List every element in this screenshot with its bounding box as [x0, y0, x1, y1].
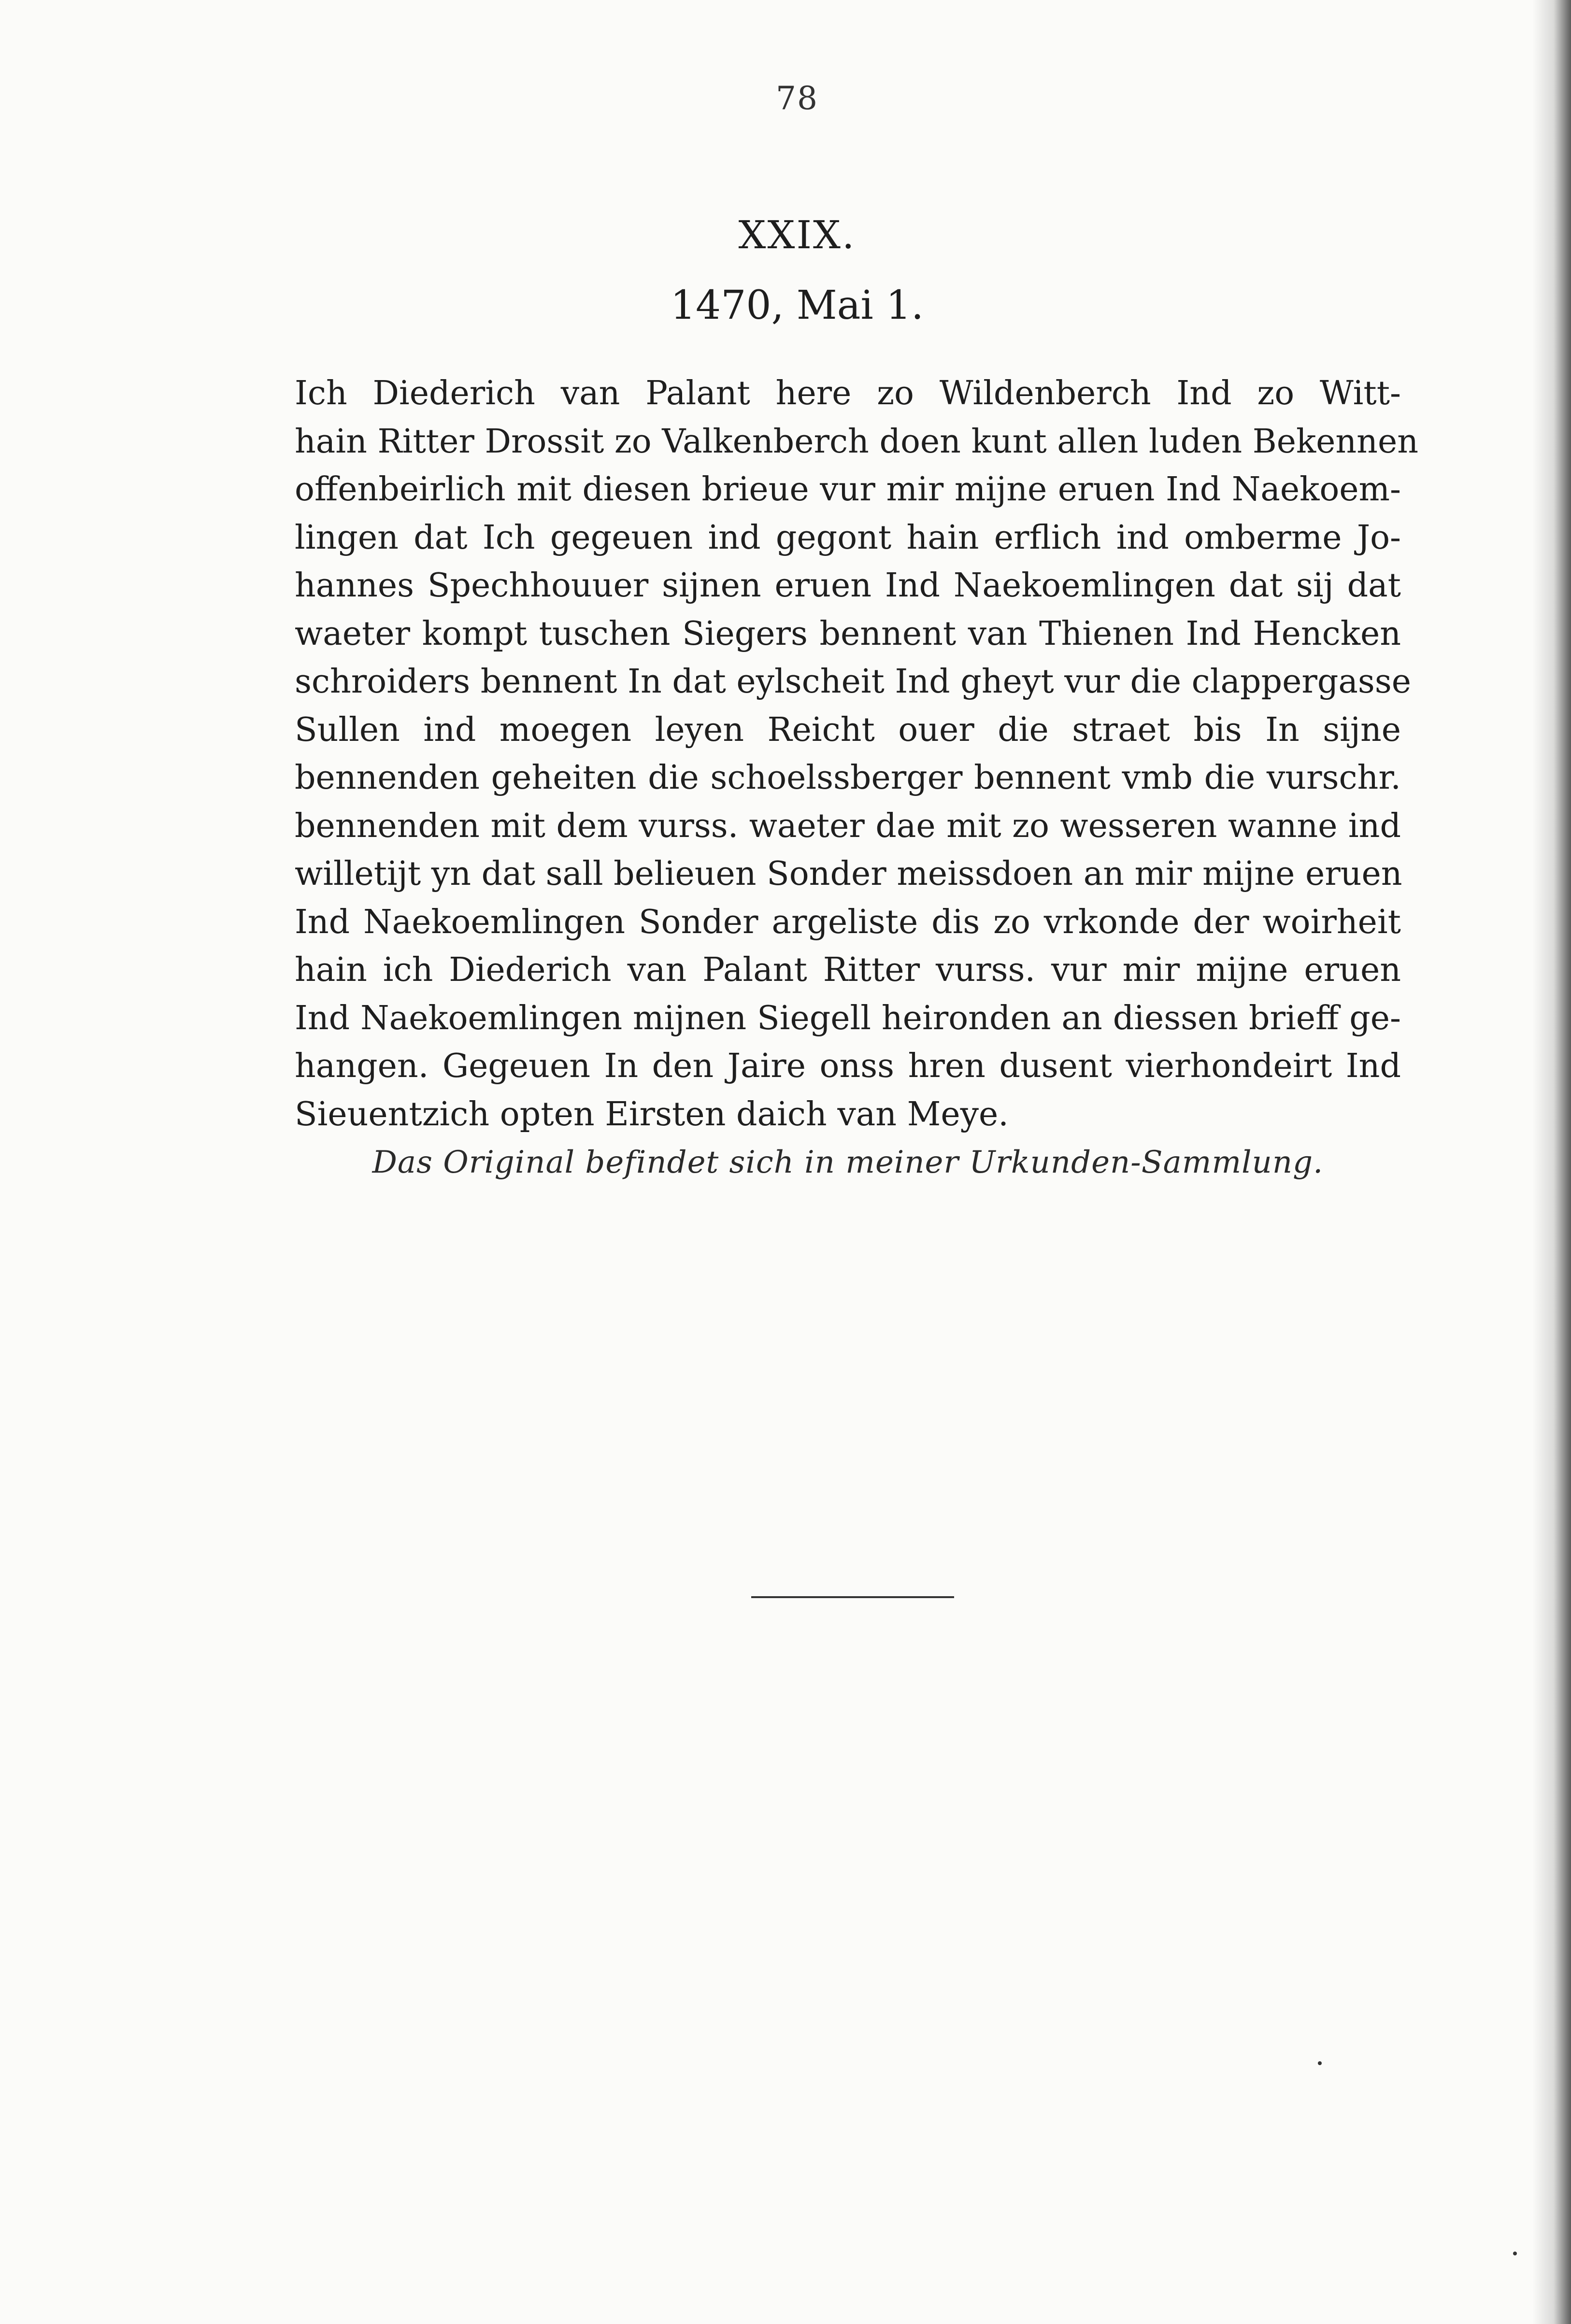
- text-line: Ich Diederich van Palant here zo Wildenberch Ind zo Witt-: [295, 374, 1401, 412]
- text-line: offenbeirlich mit diesen brieue vur mir mijne eruen Ind Naekoem-: [295, 470, 1401, 509]
- source-note: Das Original befindet sich in meiner Urkunden-Sammlung.: [372, 1145, 1324, 1180]
- text-line: hannes Spechhouuer sijnen eruen Ind Naekoemlingen dat sij dat: [295, 567, 1401, 605]
- text-line: bennenden mit dem vurss. waeter dae mit zo wesseren wanne ind: [295, 807, 1401, 845]
- paper-speck: [1318, 2061, 1322, 2065]
- charter-text: [295, 369, 1419, 1138]
- text-line: willetijt yn dat sall belieuen Sonder meissdoen an mir mijne eruen: [295, 855, 1402, 893]
- text-line: hain Ritter Drossit zo Valkenberch doen kunt allen luden Bekennen: [295, 422, 1419, 461]
- page-number: 78: [776, 80, 818, 117]
- paper-speck: [1513, 2252, 1517, 2255]
- document-date: 1470, Mai 1.: [670, 283, 924, 328]
- page-edge-shadow: [1532, 0, 1571, 2324]
- text-line: hain ich Diederich van Palant Ritter vurss. vur mir mijne eruen: [295, 951, 1401, 989]
- text-line: schroiders bennent In dat eylscheit Ind gheyt vur die clappergasse: [295, 663, 1411, 701]
- document-number: XXIX.: [738, 213, 856, 257]
- section-divider: [751, 1596, 954, 1598]
- text-line: Ind Naekoemlingen mijnen Siegell heironden an diessen brieff ge-: [295, 999, 1401, 1037]
- text-line: lingen dat Ich gegeuen ind gegont hain erflich ind omberme Jo-: [295, 518, 1401, 557]
- text-line: hangen. Gegeuen In den Jaire onss hren dusent vierhondeirt Ind: [295, 1047, 1401, 1085]
- text-line: waeter kompt tuschen Siegers bennent van Thienen Ind Hencken: [295, 614, 1401, 653]
- text-line: bennenden geheiten die schoelssberger bennent vmb die vurschr.: [295, 759, 1401, 797]
- text-line: Sullen ind moegen leyen Reicht ouer die straet bis In sijne: [295, 710, 1401, 749]
- text-line-last: Sieuentzich opten Eirsten daich van Meye.: [295, 1095, 1009, 1134]
- text-line: Ind Naekoemlingen Sonder argeliste dis zo vrkonde der woirheit: [295, 903, 1401, 941]
